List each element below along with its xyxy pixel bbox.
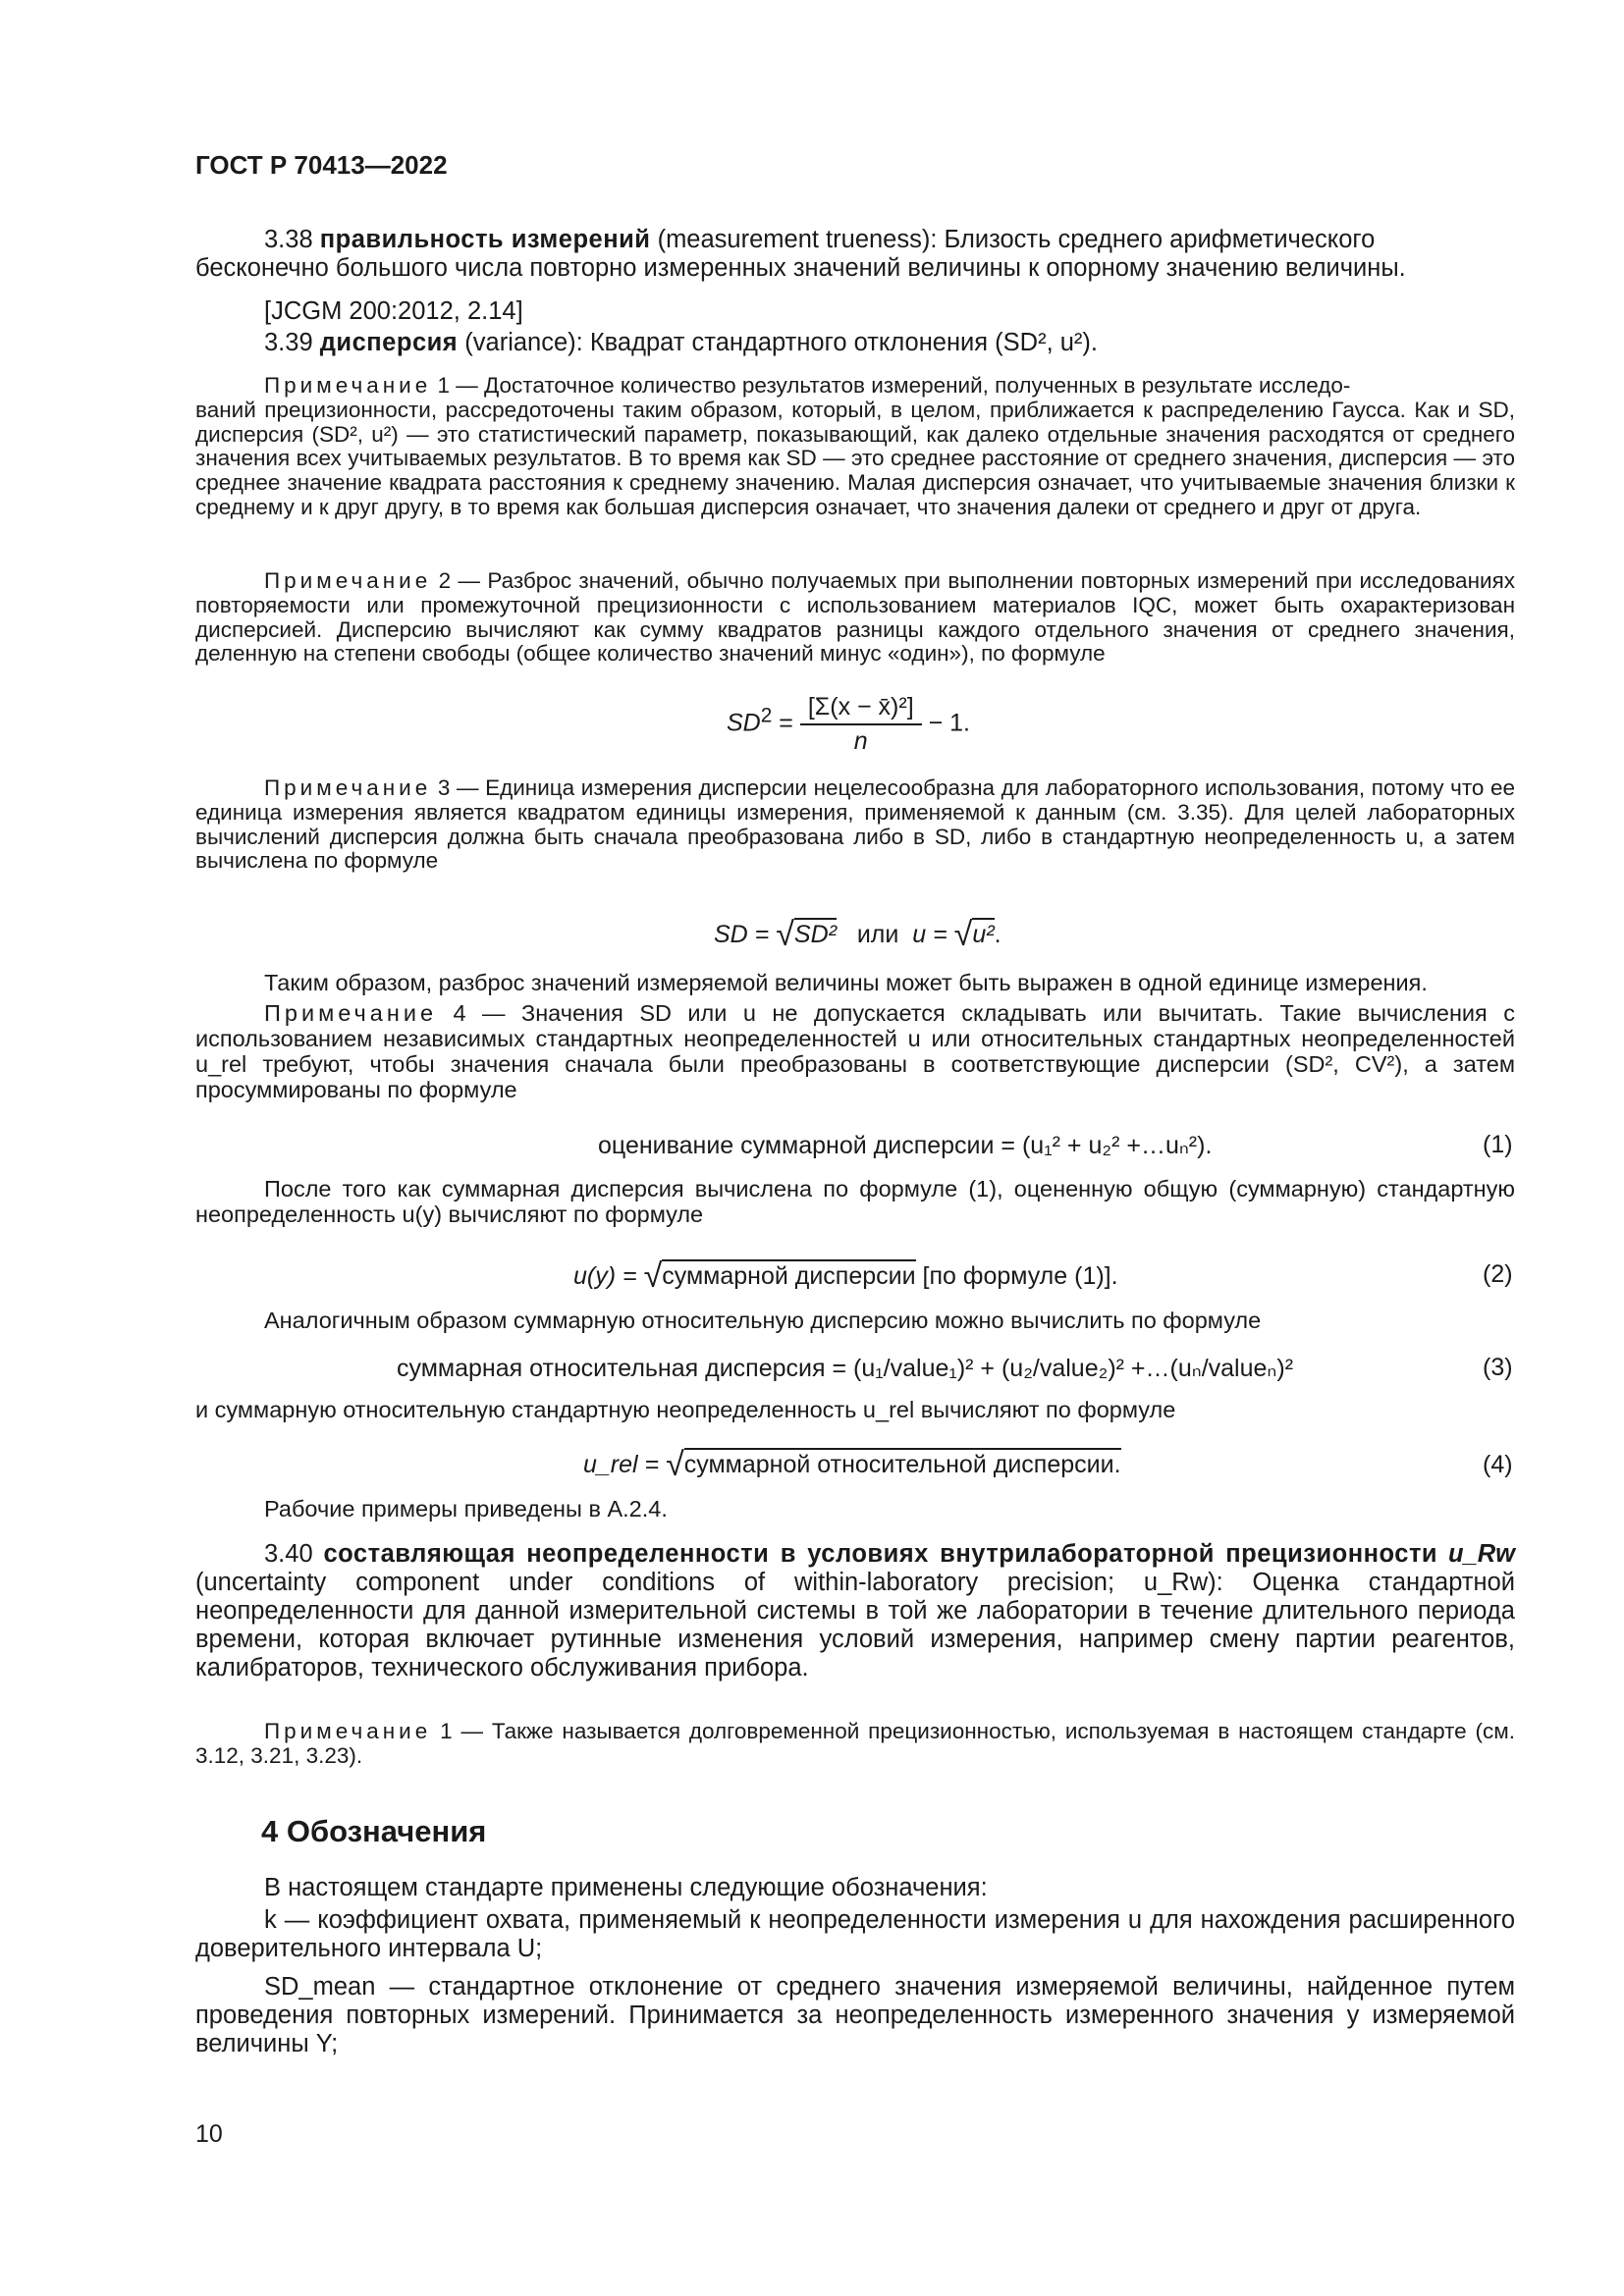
- term-title: правильность измерений: [319, 226, 651, 253]
- formula-sup: 2: [760, 704, 773, 727]
- radical-icon: √: [953, 916, 973, 953]
- examples-reference: Рабочие примеры приведены в А.2.4.: [264, 1496, 668, 1522]
- term-number: 3.40: [264, 1540, 313, 1568]
- note-text: ваний прецизионности, рассредоточены таким образом, который, в целом, приближается к распределению Гаусса. Как и SD, дисперсия (SD², u²) — это статистический параметр, показывающий, как далеко отдельные значения расходятся от среднего значения всех учитываемых результатов. В то время как SD — это среднее расстояние от среднего значения, дисперсия — это среднее значение квадрата расстояния к среднему значению. Малая дисперсия означает, что учитываемые значения близки к среднему и к друг другу, в то время как большая дисперсия означает, что значения далеки от среднего и друг от друга.: [195, 397, 1515, 519]
- note-line1: Достаточное количество результатов измерений, полученных в результате исследо-: [484, 373, 1351, 398]
- radical-icon: √: [643, 1257, 663, 1295]
- note-label: Примечание: [264, 1000, 438, 1026]
- formula-number-1: (1): [1483, 1131, 1513, 1158]
- formula-lhs: u(y) =: [573, 1262, 637, 1290]
- term-symbol: u_Rw: [1447, 1540, 1515, 1568]
- page-number: 10: [195, 2120, 223, 2148]
- formula-or: или: [856, 921, 899, 948]
- formula-fraction: [800, 693, 922, 756]
- after-formula-1-text: После того как суммарная дисперсия вычислена по формуле (1), оцененную общую (суммарную) стандартную неопределенность u(y) вычисляют по формуле: [195, 1176, 1515, 1227]
- note-label: Примечание: [264, 568, 432, 593]
- formula-sd-radicand: SD²: [794, 918, 837, 949]
- term-source: [JCGM 200:2012, 2.14]: [264, 297, 523, 325]
- section-heading: 4 Обозначения: [261, 1814, 487, 1848]
- note-label: Примечание: [264, 1719, 432, 1743]
- before-formula-4-text: и суммарную относительную стандартную неопределенность u_rel вычисляют по формуле: [195, 1397, 1176, 1422]
- note-number: 3 —: [437, 775, 479, 800]
- section-intro: В настоящем стандарте применены следующие обозначения:: [264, 1874, 988, 1901]
- formula-sd-squared: [727, 693, 970, 756]
- symbol-k-definition: k — коэффициент охвата, применяемый к неопределенности измерения u для нахождения расширенного доверительного интервала U;: [195, 1906, 1515, 1962]
- formula-lhs: u_rel =: [583, 1451, 660, 1478]
- term-3-39: [195, 329, 1515, 357]
- note-text: Также называется долговременной прецизионностью, используемая в настоящем стандарте (см. 3.12, 3.21, 3.23).: [195, 1719, 1515, 1768]
- formula-number-4: (4): [1483, 1451, 1513, 1478]
- formula-3: суммарная относительная дисперсия = (u₁/value₁)² + (u₂/value₂)² +…(uₙ/valueₙ)²: [397, 1355, 1294, 1382]
- radical-icon: √: [776, 916, 794, 953]
- formula-2: [573, 1255, 1118, 1293]
- formula-end: .: [994, 921, 1001, 948]
- formula-u-lhs: u =: [912, 921, 947, 948]
- term-3-38: [195, 226, 1515, 283]
- note-4: [195, 1000, 1515, 1102]
- formula-sqrt: [714, 913, 1001, 951]
- formula-lhs: SD: [727, 709, 761, 737]
- term-text-line1: (measurement trueness): Близость среднего арифметического: [657, 226, 1376, 253]
- note-label: Примечание: [264, 373, 432, 398]
- note-text: Разброс значений, обычно получаемых при выполнении повторных измерений при исследованиях повторяемости или промежуточной прецизионности с использованием материалов IQC, может быть охарактеризован дисперсией. Дисперсию вычисляют как сумму квадратов разницы каждого отдельного значения от среднего значения, деленную на степени свободы (общее количество значений минус «один»), по формуле: [195, 568, 1515, 667]
- note-3: [195, 776, 1515, 874]
- formula-radicand: суммарной относительной дисперсии.: [684, 1448, 1121, 1479]
- term-text-line2: бесконечно большого числа повторно измеренных значений величины к опорному значению величины.: [195, 254, 1406, 282]
- formula-tail: [по формуле (1)].: [922, 1262, 1118, 1290]
- formula-number-2: (2): [1483, 1260, 1513, 1288]
- term-3-40: [195, 1540, 1515, 1682]
- formula-radicand: суммарной дисперсии: [662, 1259, 915, 1291]
- note-2: [195, 569, 1515, 667]
- formula-tail: − 1.: [928, 709, 971, 737]
- formula-u-radicand: u²: [972, 918, 994, 949]
- before-formula-3-text: Аналогичным образом суммарную относительную дисперсию можно вычислить по формуле: [264, 1308, 1262, 1333]
- note-number: 4 —: [453, 1000, 506, 1026]
- symbol-sdmean-definition: SD_mean — стандартное отклонение от среднего значения измеряемой величины, найденное путем проведения повторных измерений. Принимается за неопределенность измеренного значения y измеряемой величины Y;: [195, 1973, 1515, 2057]
- note-number: 1 —: [437, 373, 478, 398]
- formula-1: оценивание суммарной дисперсии = (u₁² + u₂² +…uₙ²).: [598, 1132, 1213, 1159]
- term-number: 3.38: [264, 226, 313, 253]
- term-number: 3.39: [264, 329, 313, 356]
- term-title: дисперсия: [319, 329, 459, 356]
- term-text: (uncertainty component under conditions of within-laboratory precision; u_Rw): Оценка стандартной неопределенности для данной измерительной системы в той же лаборатории в течение длительного периода времени, которая включает рутинные изменения условий измерения, например смену партии реагентов, калибраторов, технического обслуживания прибора.: [195, 1569, 1515, 1682]
- formula-4: [583, 1443, 1121, 1481]
- formula-eq: =: [779, 709, 793, 737]
- note-number: 2 —: [438, 568, 480, 593]
- formula-numerator: [Σ(x − x̄)²]: [800, 693, 922, 725]
- term-title: составляющая неопределенности в условиях внутрилабораторной прецизионности: [323, 1540, 1438, 1568]
- formula-sd-lhs: SD =: [714, 921, 770, 948]
- note-text: Единица измерения дисперсии нецелесообразна для лабораторного использования, потому что ее единица измерения является квадратом единицы измерения, применяемой к данным (см. 3.35). Для целей лабораторных вычислений дисперсия должна быть сначала преобразована либо в SD, либо в стандартную неопределенность u, а затем вычислена по формуле: [195, 775, 1516, 874]
- note-text: Значения SD или u не допускается складывать или вычитать. Такие вычисления с использованием независимых стандартных неопределенностей u или относительных стандартных неопределенностей u_rel требуют, чтобы значения сначала были преобразованы в соответствующие дисперсии (SD², CV²), а затем просуммированы по формуле: [195, 1000, 1515, 1102]
- note-number: 1 —: [440, 1719, 483, 1743]
- after-sqrt-text: Таким образом, разброс значений измеряемой величины может быть выражен в одной единице измерения.: [264, 970, 1428, 995]
- radical-icon: √: [666, 1446, 684, 1483]
- formula-number-3: (3): [1483, 1354, 1513, 1381]
- formula-denominator: n: [853, 727, 868, 755]
- document-code-header: ГОСТ Р 70413—2022: [195, 150, 448, 180]
- note-3-40: [195, 1720, 1515, 1769]
- note-1: [195, 374, 1515, 520]
- note-label: Примечание: [264, 775, 432, 800]
- term-text: (variance): Квадрат стандартного отклонения (SD², u²).: [464, 329, 1099, 356]
